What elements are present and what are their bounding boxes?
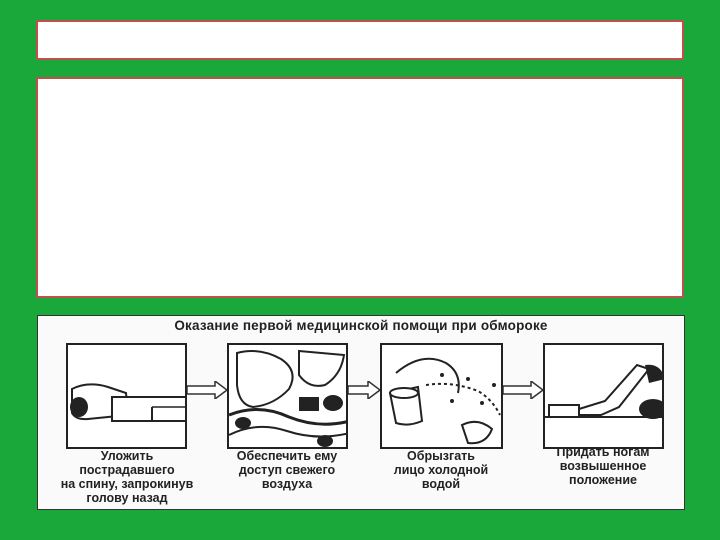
step-caption-4 — [528, 445, 678, 487]
caption-line: возвышенное — [559, 459, 647, 473]
slide-title-placeholder[interactable] — [36, 20, 684, 60]
caption-line: доступ свежего — [238, 463, 336, 477]
arrow-right-icon — [187, 381, 227, 399]
open-window-icon — [229, 345, 348, 449]
first-aid-fainting-illustration — [37, 315, 685, 510]
caption-line: на спину, запрокинув — [60, 477, 194, 491]
caption-line: Обрызгать — [407, 449, 475, 463]
slide-content-placeholder[interactable] — [36, 77, 684, 298]
step-panel-raise-legs — [543, 343, 664, 449]
step-caption-1 — [52, 449, 202, 505]
caption-line: воздуха — [261, 477, 313, 491]
caption-line: пострадавшего — [79, 463, 175, 477]
step-panel-fresh-air — [227, 343, 348, 449]
caption-line: положение — [569, 473, 637, 487]
caption-line: лицо холодной — [393, 463, 489, 477]
step-caption-2 — [212, 449, 362, 491]
caption-line: Придать ногам — [556, 445, 650, 459]
caption-line: голову назад — [86, 491, 168, 505]
raised-legs-icon — [545, 345, 664, 449]
step-caption-3 — [366, 449, 516, 491]
step-panel-splash-water — [380, 343, 503, 449]
caption-line: Уложить — [100, 449, 154, 463]
arrow-right-icon — [503, 381, 543, 399]
illustration-title: Оказание первой медицинской помощи при обмороке — [174, 318, 548, 333]
caption-line: Обеспечить ему — [236, 449, 338, 463]
caption-line: водой — [421, 477, 461, 491]
step-panel-lay-down — [66, 343, 187, 449]
water-splash-icon — [382, 345, 503, 449]
person-lying-icon — [68, 345, 187, 449]
arrow-right-icon — [348, 381, 380, 399]
